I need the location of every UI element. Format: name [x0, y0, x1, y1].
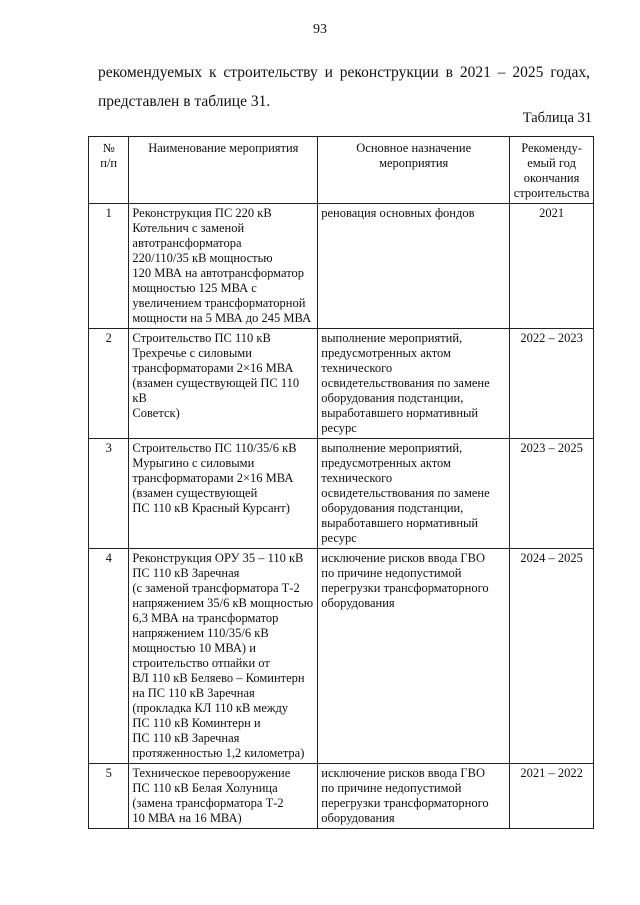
- row-year: 2021: [510, 204, 594, 329]
- table-row: [89, 204, 594, 329]
- row-num: 5: [89, 764, 129, 829]
- table-row: [89, 329, 594, 439]
- row-year: 2021 – 2022: [510, 764, 594, 829]
- intro-line-2: представлен в таблице 31.: [98, 93, 271, 110]
- row-num: 1: [89, 204, 129, 329]
- header-purpose: Основное назначение мероприятия: [318, 137, 510, 204]
- row-name: Строительство ПС 110 кВ Трехречье с силовыми трансформаторами 2×16 МВА (взамен существующей ПС 110 кВ Советск): [129, 329, 318, 439]
- row-purpose: исключение рисков ввода ГВО по причине недопустимой перегрузки трансформаторного оборудования: [318, 764, 510, 829]
- row-name: Реконструкция ОРУ 35 – 110 кВ ПС 110 кВ Заречная (с заменой трансформатора Т-2 напряжением 35/6 кВ мощностью 6,3 МВА на трансформатор напряжением 110/35/6 кВ мощностью 10 МВА) и строительство отпайки от ВЛ 110 кВ Беляево – Коминтерн на ПС 110 кВ Заречная (прокладка КЛ 110 кВ между ПС 110 кВ Коминтерн и ПС 110 кВ Заречная протяженностью 1,2 километра): [129, 549, 318, 764]
- row-purpose: выполнение мероприятий, предусмотренных актом технического освидетельствования по замене оборудования подстанции, выработавшего нормативный ресурс: [318, 439, 510, 549]
- table-header-row: [89, 137, 594, 204]
- intro-line-1: рекомендуемых к строительству и реконструкции в 2021 – 2025 годах,: [98, 64, 590, 81]
- table-row: [89, 549, 594, 764]
- header-num: № п/п: [89, 137, 129, 204]
- row-purpose: реновация основных фондов: [318, 204, 510, 329]
- row-name: Строительство ПС 110/35/6 кВ Мурыгино с силовыми трансформаторами 2×16 МВА (взамен существующей ПС 110 кВ Красный Курсант): [129, 439, 318, 549]
- row-purpose: исключение рисков ввода ГВО по причине недопустимой перегрузки трансформаторного оборудования: [318, 549, 510, 764]
- row-num: 4: [89, 549, 129, 764]
- row-num: 2: [89, 329, 129, 439]
- measures-table: [88, 136, 594, 829]
- header-year: Рекоменду- емый год окончания строительства: [510, 137, 594, 204]
- row-purpose: выполнение мероприятий, предусмотренных актом технического освидетельствования по замене оборудования подстанции, выработавшего нормативный ресурс: [318, 329, 510, 439]
- intro-paragraph: [98, 58, 590, 116]
- row-name: Техническое перевооружение ПС 110 кВ Белая Холуница (замена трансформатора Т-2 10 МВА на 16 МВА): [129, 764, 318, 829]
- table-caption: Таблица 31: [522, 110, 592, 126]
- row-name: Реконструкция ПС 220 кВ Котельнич с заменой автотрансформатора 220/110/35 кВ мощностью 120 МВА на автотрансформатор мощностью 125 МВА с увеличением трансформаторной мощности на 5 МВА до 245 МВА: [129, 204, 318, 329]
- row-year: 2023 – 2025: [510, 439, 594, 549]
- table-row: [89, 764, 594, 829]
- row-year: 2022 – 2023: [510, 329, 594, 439]
- row-year: 2024 – 2025: [510, 549, 594, 764]
- page-number: 93: [313, 22, 327, 37]
- row-num: 3: [89, 439, 129, 549]
- header-name: Наименование мероприятия: [129, 137, 318, 204]
- table-row: [89, 439, 594, 549]
